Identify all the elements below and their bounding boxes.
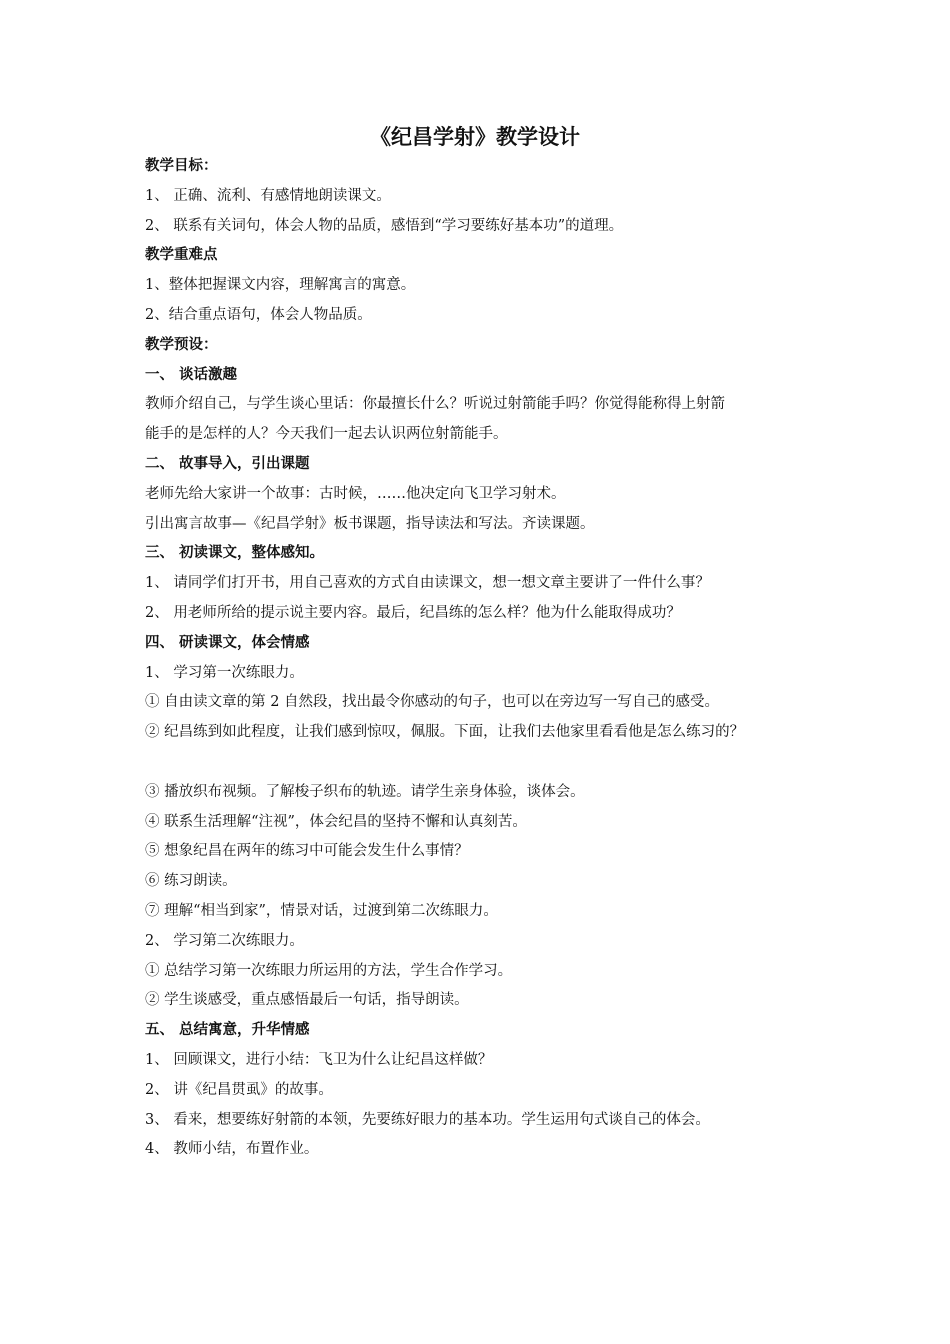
body-line: ② 学生谈感受，重点感悟最后一句话，指导朗读。 <box>145 992 469 1009</box>
section-heading: 二、 故事导入，引出课题 <box>145 455 310 472</box>
body-line: ③ 播放织布视频。了解梭子织布的轨迹。请学生亲身体验，谈体会。 <box>145 783 585 800</box>
body-line: 2、 讲《纪昌贯虱》的故事。 <box>145 1081 333 1098</box>
body-line: ⑤ 想象纪昌在两年的练习中可能会发生什么事情？ <box>145 843 469 860</box>
body-line: 2、结合重点语句，体会人物品质。 <box>145 306 372 323</box>
body-line: 1、整体把握课文内容，理解寓言的寓意。 <box>145 277 416 294</box>
body-line: 2、 用老师所给的提示说主要内容。最后，纪昌练的怎么样？他为什么能取得成功？ <box>145 604 681 621</box>
body-line: 1、 正确、流利、有感情地朗读课文。 <box>145 187 391 204</box>
section-heading: 教学目标： <box>145 158 218 174</box>
body-line: ⑥ 练习朗读。 <box>145 873 237 890</box>
document-body <box>145 152 835 1165</box>
body-line: 老师先给大家讲一个故事：古时候，……他决定向飞卫学习射术。 <box>145 485 566 502</box>
section-heading: 一、 谈话激趣 <box>145 366 238 383</box>
section-heading: 五、 总结寓意，升华情感 <box>145 1022 310 1039</box>
body-line: ① 自由读文章的第 2 自然段，找出最令你感动的句子，也可以在旁边写一写自己的感受。 <box>145 694 720 711</box>
section-heading: 教学预设： <box>145 336 218 353</box>
body-line: ② 纪昌练到如此程度，让我们感到惊叹，佩服。下面，让我们去他家里看看他是怎么练习的？ <box>145 724 745 741</box>
section-heading: 四、 研读课文，体会情感 <box>145 634 310 651</box>
body-line: 4、 教师小结，布置作业。 <box>145 1141 319 1158</box>
body-line: 引出寓言故事—《纪昌学射》板书课题，指导读法和写法。齐读课题。 <box>145 515 595 532</box>
body-line: 教师介绍自己，与学生谈心里话：你最擅长什么？听说过射箭能手吗？你觉得能称得上射箭 <box>145 396 725 413</box>
section-heading: 三、 初读课文，整体感知。 <box>145 545 325 562</box>
document-title: 《纪昌学射》教学设计 <box>370 125 580 149</box>
body-line: 1、 回顾课文，进行小结：飞卫为什么让纪昌这样做？ <box>145 1051 493 1068</box>
body-line: 1、 请同学们打开书，用自己喜欢的方式自由读课文，想一想文章主要讲了一件什么事？ <box>145 575 710 592</box>
section-heading: 教学重难点 <box>145 247 218 264</box>
body-line: ① 总结学习第一次练眼力所运用的方法，学生合作学习。 <box>145 962 513 979</box>
body-line: ⑦ 理解“相当到家”，情景对话，过渡到第二次练眼力。 <box>145 902 498 919</box>
blank-line <box>145 748 835 778</box>
body-line: 2、 学习第二次练眼力。 <box>145 932 304 949</box>
body-line: 3、 看来，想要练好射箭的本领，先要练好眼力的基本功。学生运用句式谈自己的体会。 <box>145 1111 710 1128</box>
body-line: 1、 学习第一次练眼力。 <box>145 664 304 681</box>
body-line: 2、 联系有关词句，体会人物的品质，感悟到“学习要练好基本功”的道理。 <box>145 217 624 234</box>
body-line: ④ 联系生活理解“注视”，体会纪昌的坚持不懈和认真刻苦。 <box>145 813 527 830</box>
body-line: 能手的是怎样的人？今天我们一起去认识两位射箭能手。 <box>145 426 508 443</box>
